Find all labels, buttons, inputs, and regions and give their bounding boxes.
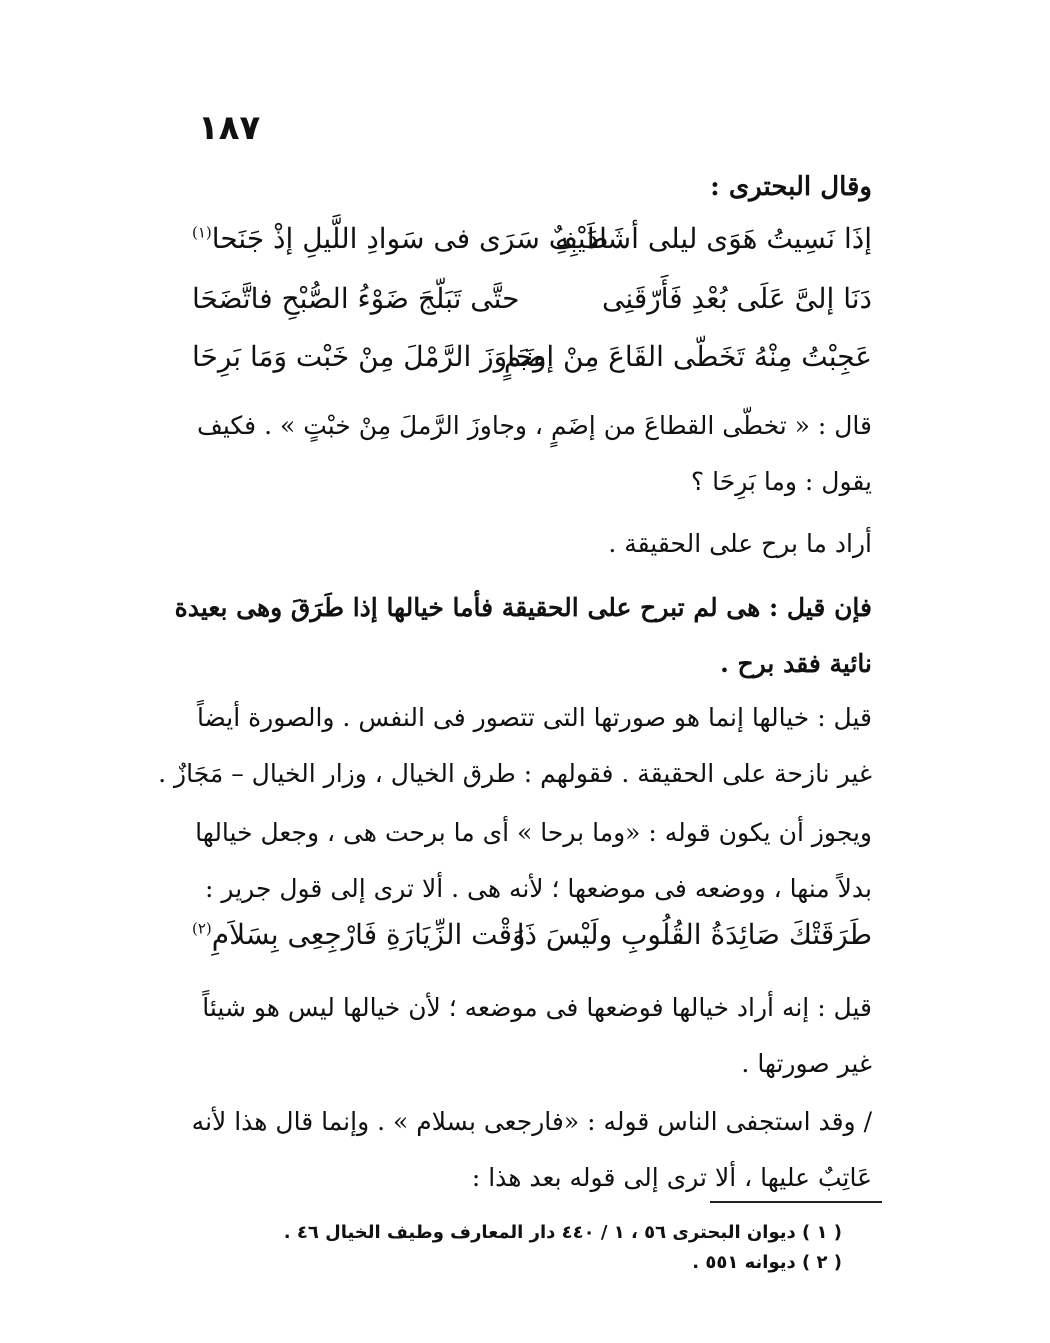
verse-line <box>192 282 872 332</box>
paragraph <box>158 690 872 802</box>
paragraph-line: قال : « تخطّى القطاعَ من إضَمٍ ، وجاوزَ الرَّملَ مِنْ خبْتٍ » . فكيف <box>196 411 872 440</box>
paragraph <box>172 1094 872 1206</box>
paragraph-line: ويجوز أن يكون قوله : «وما برحا » أى ما برحت هى ، وجعل خيالها <box>195 818 872 847</box>
page-number: ١٨٧ <box>198 108 261 148</box>
footnote-ref: (١) <box>192 223 212 242</box>
paragraph <box>172 398 872 510</box>
verse-second-hemistich <box>192 918 526 951</box>
paragraph-line: غير نازحة على الحقيقة . فقولهم : طرق الخيال ، وزار الخيال – مَجَازٌ . <box>158 759 872 788</box>
footnote: ( ١ ) ديوان البحترى ٥٦ ، ١ / ٤٤٠ دار المعارف وطيف الخيال ٤٦ . <box>283 1222 842 1243</box>
verse-second-hemistich: وجَاوَزَ الرَّمْلَ مِنْ خَبْت وَمَا بَرِحَا <box>192 340 547 373</box>
paragraph <box>172 516 872 572</box>
paragraph-line: يقول : وما بَرِحَا ؟ <box>690 467 872 496</box>
paragraph-line: قيل : إنه أراد خيالها فوضعها فى موضعه ؛ لأن خيالها ليس هو شيئاً <box>202 993 872 1022</box>
paragraph-line: قيل : خيالها إنما هو صورتها التى تتصور فى النفس . والصورة أيضاً <box>196 703 872 732</box>
verse-second-hemistich: حتَّى تَبَلّجَ ضَوْءُ الصُّبْحِ فاتَّضَحَا <box>192 282 520 315</box>
footnote: ( ٢ ) ديوانه ٥٥١ . <box>692 1252 842 1273</box>
paragraph-line: عَاتِبٌ عليها ، ألا ترى إلى قوله بعد هذا : <box>471 1163 872 1192</box>
verse-second-hemistich-text: طَيْفٌ سَرَى فى سَوادِ اللَّيلِ إذْ جَنَحا <box>211 222 609 255</box>
footnote-ref: (٢) <box>192 919 212 938</box>
paragraph-line: أراد ما برح على الحقيقة . <box>608 529 872 558</box>
verse-second-hemistich-text: وَقْت الزِّيَارَةِ فَارْجِعِى بِسَلاَمِ <box>211 918 526 951</box>
verse-line <box>192 340 872 390</box>
verse-line <box>192 918 872 968</box>
intro-line: وقال البحترى : <box>710 172 872 202</box>
verse-second-hemistich <box>192 222 608 255</box>
paragraph-line: غير صورتها . <box>741 1049 872 1078</box>
verse-line <box>192 222 872 272</box>
paragraph <box>172 980 872 1092</box>
verse-first-hemistich: عَجِبْتُ مِنْهُ تَخَطّى القَاعَ مِنْ إضَمٍ <box>503 340 872 373</box>
verse-first-hemistich: طَرَقَتْكَ صَائِدَةُ القُلُوبِ ولَيْسَ ذَا <box>516 918 872 951</box>
paragraph-line: / وقد استجفى الناس قوله : «فارجعى بسلام » . وإنما قال هذا لأنه <box>191 1107 872 1136</box>
verse-first-hemistich: دَنَا إلىَّ عَلَى بُعْدِ فَأَرّقَنِى <box>602 282 872 315</box>
paragraph <box>172 580 872 692</box>
paragraph-line: بدلاً منها ، ووضعه فى موضعها ؛ لأنه هى . ألا ترى إلى قول جرير : <box>205 874 872 903</box>
paragraph <box>172 805 872 917</box>
verse-first-hemistich: إذَا نَسِيتُ هَوَى ليلى أشَادَ بِهِ <box>554 222 872 255</box>
paragraph-line: فإن قيل : هى لم تبرح على الحقيقة فأما خيالها إذا طَرَقَ وهى بعيدة <box>174 593 872 622</box>
footnote-divider <box>710 1201 882 1203</box>
paragraph-line: نائية فقد برح . <box>720 649 872 678</box>
